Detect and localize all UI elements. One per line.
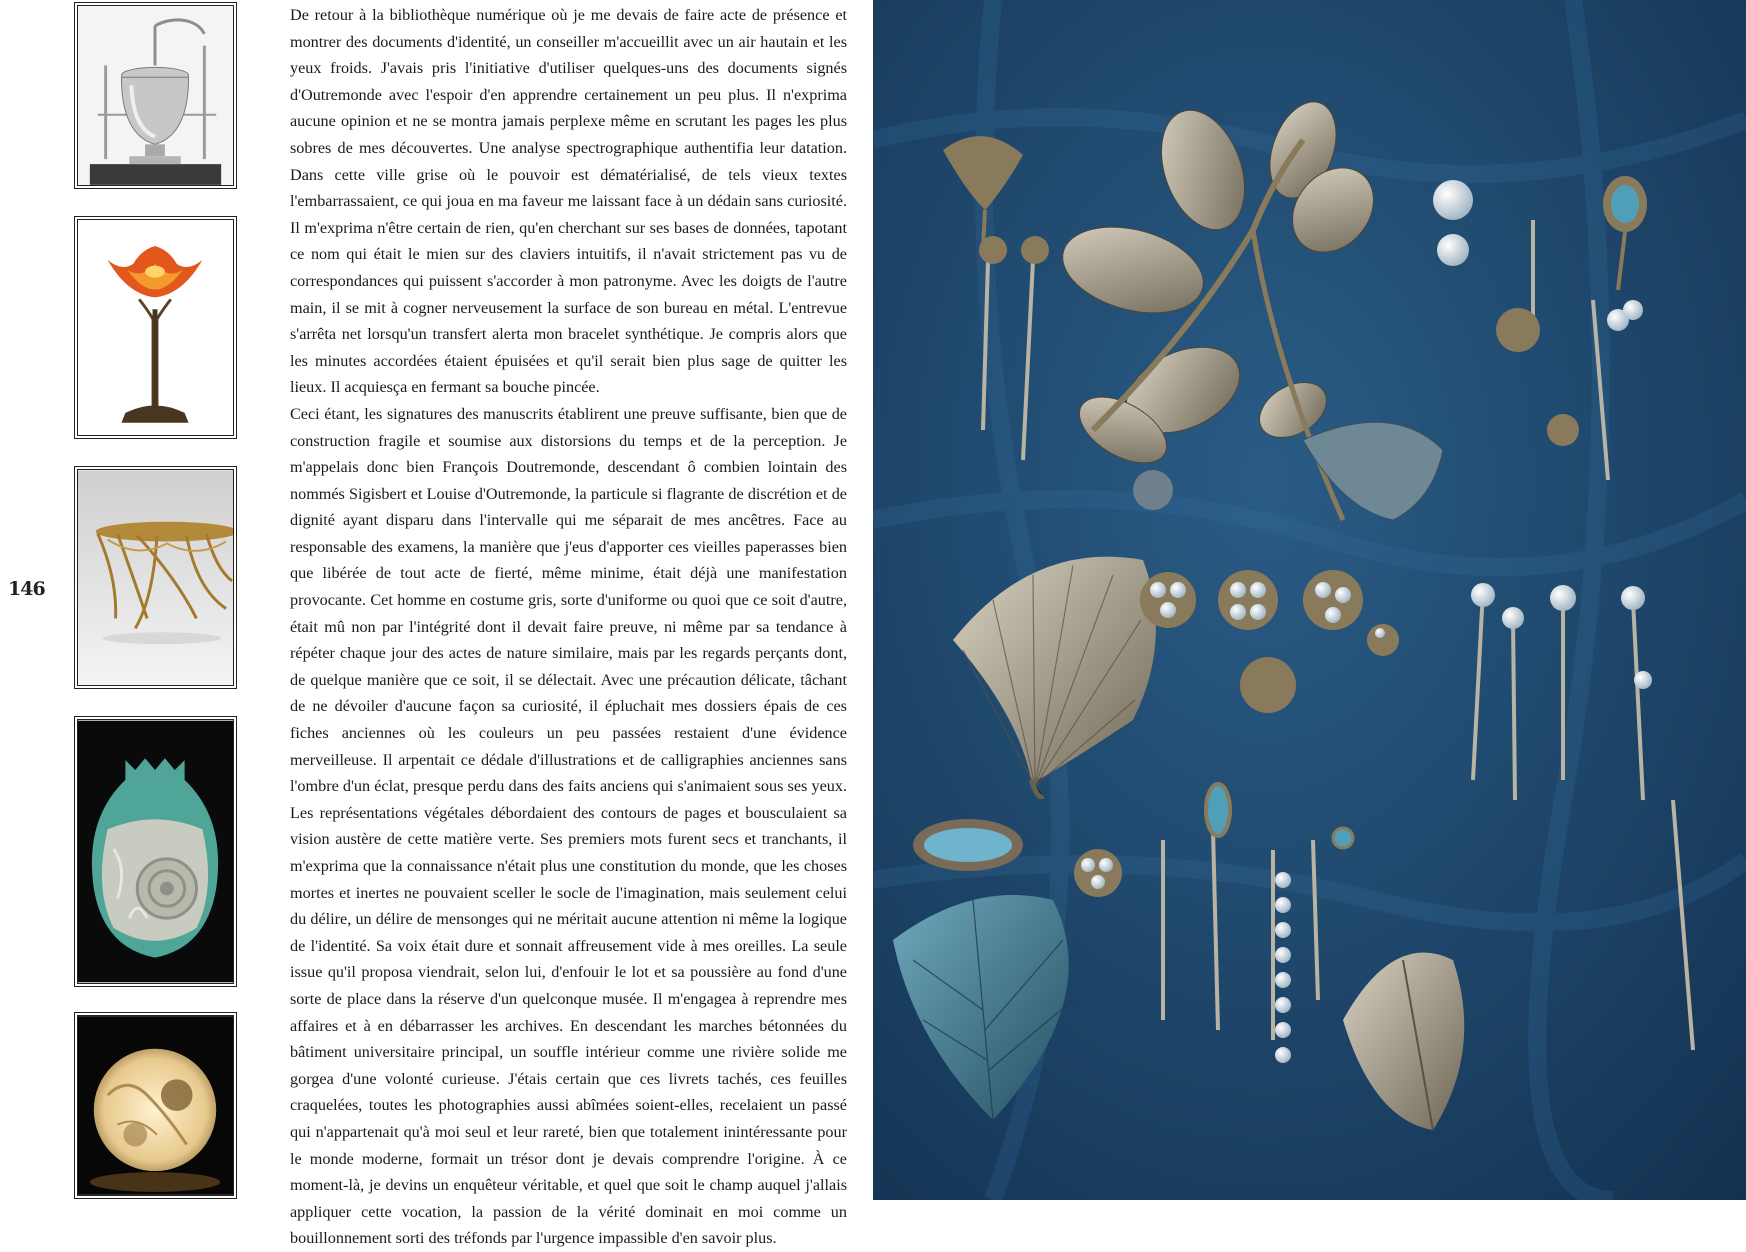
organic-table-icon	[78, 470, 233, 685]
jewelry-flatlay-icon	[873, 0, 1746, 1200]
paragraph-2: Ceci étant, les signatures des manuscrits établirent une preuve suffisante, bien que de construction fragile et soumise aux distorsions du temps et de la perception. Je m'appelais donc bien François Doutremonde, descendant ô combien lointain des nommés Sigisbert et Louise d'Outremonde, la particule si flagrante de discrétion et de dignité ayant disparu dans l'intervalle qui me séparait de mes ancêtres. Face au responsable des examens, la manière que j'eus d'apporter ces vieilles paperasses bien que libérée de tout acte de fierté, même minime, était déjà une manifestation provocante. Cet homme en costume gris, sorte d'uniforme ou quoi que ce soit d'autre, était mû non par l'intégrité dont il devait faire preuve, ni même par sa tendance à répéter chaque jour des actes de nature similaire, mais par les regards perçants dont, de quelque manière que ce soit, il se délectait. Avec une précaution délicate, tâchant de ne dévoiler d'aucune façon sa curiosité, il épluchait mes dossiers épais de ces fiches anciennes où les couleurs un peu passées restaient d'une évidence merveilleuse. Il arpentait ce dédale d'illustrations et de calligraphies anciennes sans l'ombre d'un éclat, presque perdu dans des faits anciens qui s'animaient sous ses yeux. Les représentations végétales débordaient des contours de pages et bousculaient sa vision austère de cette matière verte. Ses premiers mots furent secs et tranchants, il m'exprima que la connaissance n'était plus une constitution du monde, que les choses mortes et inertes ne pouvaient sceller le socle de l'imagination, mais seulement celui du délire, un délire de mensonges qui ne méritait aucune attention ni même la logique de l'identité. Sa voix était dure et sonnait affreusement vide à mes oreilles. La seule issue qu'il proposa viendrait, selon lui, d'enfouir le lot et sa poussière au fond d'une sorte de place dans la réserve d'un quelconque musée. Il m'engagea à reprendre mes affaires et à en débarrasser les archives. En descendant les marches bétonnées du bâtiment universitaire principal, un souffle intérieur comme une rivière solide me gorgea d'une volonté curieuse. J'étais certain que ces livrets tachés, ces feuilles craquelées, toutes les photographies aussi abîmées soient-elles, recelaient un passé qui n'appartenait qu'à moi seul et leur rareté, bien que totalement inintéressante pour le monde moderne, formait un trésor dont je devais comprendre l'origine. À ce moment-là, je devins un enquêteur véritable, et quel que soit le champ auquel j'allais appliquer cette vocation, la passion de la vérité dominait en moi comme un bouillonnement sorti des tréfonds par l'urgence impassible d'en savoir plus.	[290, 404, 847, 1248]
jewelry-photo	[873, 0, 1746, 1200]
body-text	[290, 2, 847, 1252]
vase-thumbnail	[77, 719, 234, 984]
flower-lamp-icon	[78, 220, 233, 435]
urn-thumbnail	[77, 5, 234, 186]
orb-lamp-icon	[78, 1016, 233, 1195]
paragraph-1: De retour à la bibliothèque numérique où je me devais de faire acte de présence et montrer des documents d'identité, un conseiller m'accueillit avec un air hautain et les yeux froids. J'avais pris l'initiative d'utiliser quelques-uns des documents signés d'Outremonde avec l'espoir d'en apprendre certainement un peu plus. Il n'exprima aucune opinion et ne se montra jamais perplexe même en scrutant les pages les plus sobres de mes découvertes. Une analyse spectrographique authentifia leur datation. Dans cette ville grise où le pouvoir est dématérialisé, de tels vieux textes l'embarrassaient, ce qui joua en ma faveur me laissant face à un dédain sans curiosité. Il m'exprima n'être certain de rien, qu'en cherchant sur ses bases de données, tapotant ce nom qui était le mien sur des claviers intuitifs, il n'avait strictement pas vu de correspondances qui puissent s'accorder à mon patronyme. Avec les doigts de l'autre main, il se mit à cogner nerveusement la surface de son bureau en métal. L'entrevue s'arrêta net lorsqu'un transfert alerta mon bracelet synthétique. Je compris alors que les minutes accordées étaient épuisées et qu'il serait bien plus sage de quitter les lieux. Il acquiesça en fermant sa bouche pincée.	[290, 6, 847, 397]
orb-thumbnail	[77, 1015, 234, 1196]
lamp-thumbnail	[77, 219, 234, 436]
celadon-vase-icon	[78, 720, 233, 983]
table-thumbnail	[77, 469, 234, 686]
silver-urn-icon	[78, 6, 233, 185]
page-number: 146	[8, 578, 45, 600]
